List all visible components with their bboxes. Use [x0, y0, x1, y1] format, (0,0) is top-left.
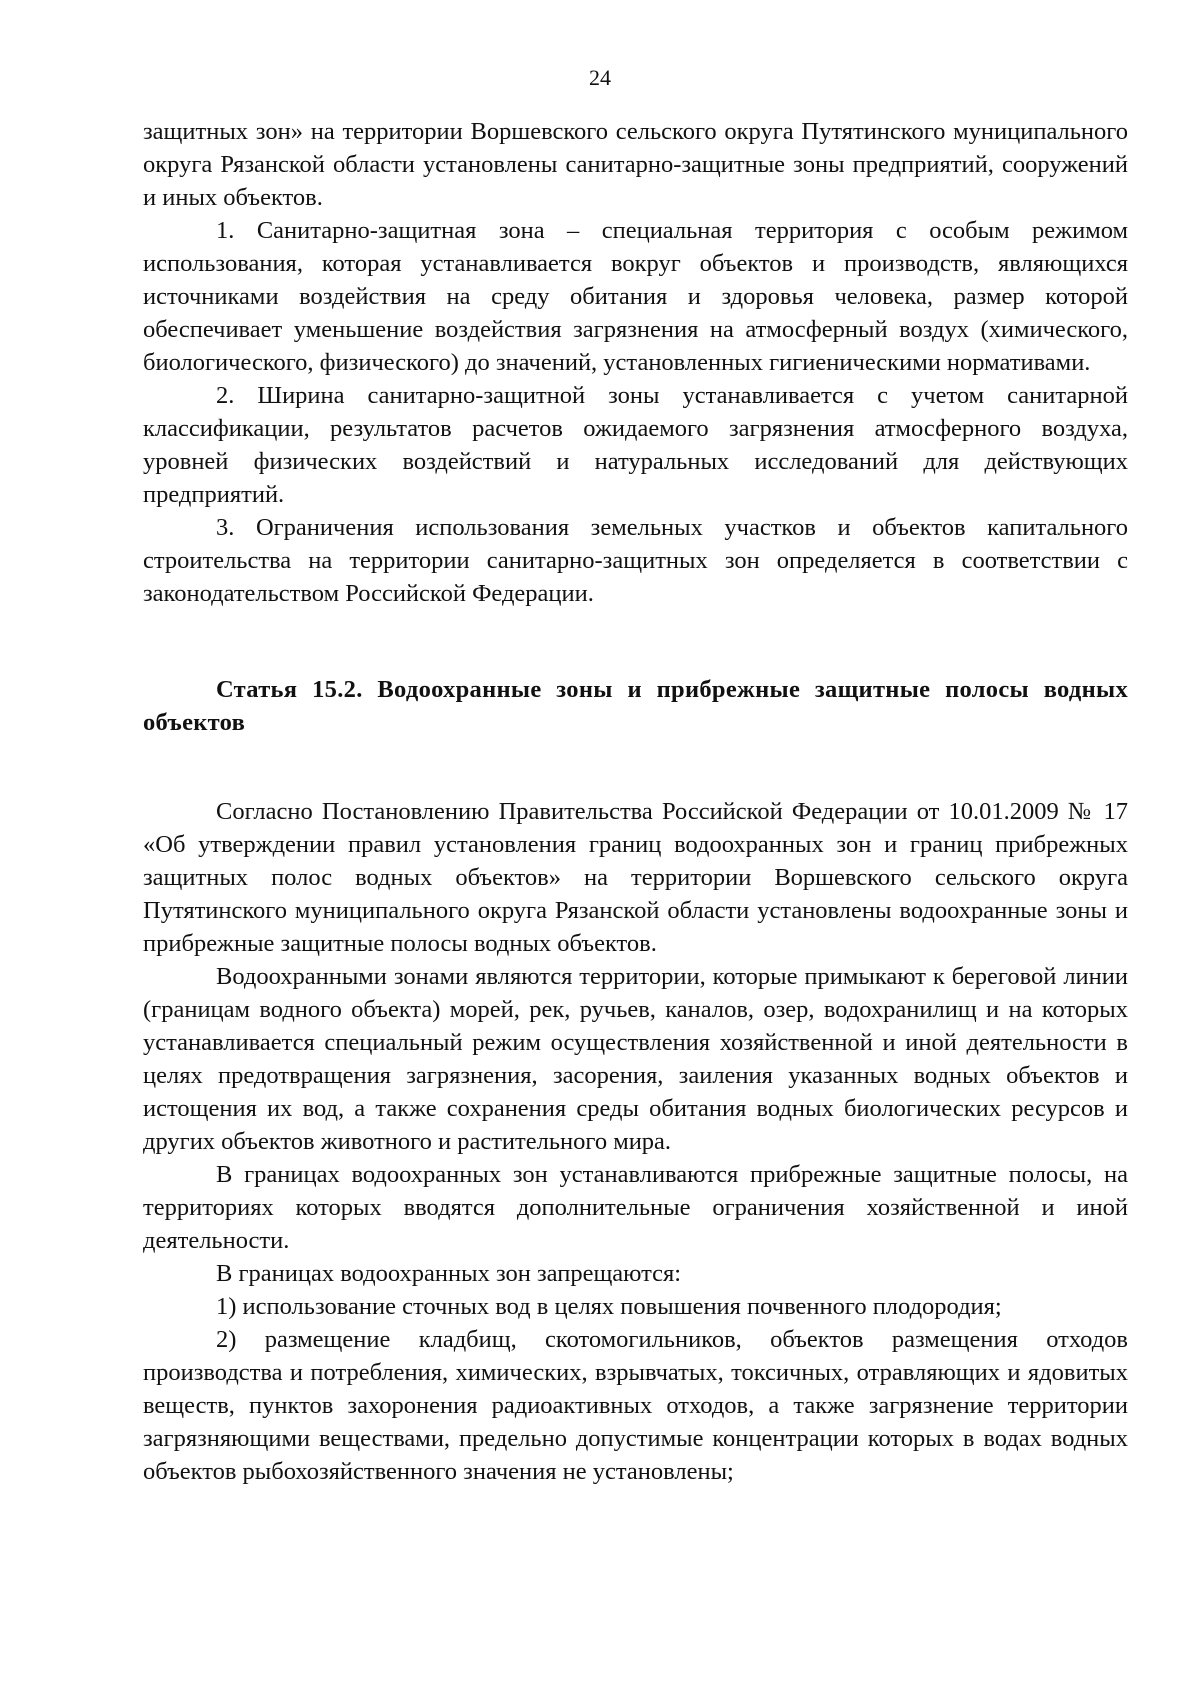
paragraph-item-3: 3. Ограничения использования земельных участков и объектов капитального строительства на территории санитарно-защитных зон определяется в соответствии с законодательством Российской Федерации.: [143, 514, 1128, 607]
paragraph-continuation: защитных зон» на территории Воршевского сельского округа Путятинского муниципального округа Рязанской области установлены санитарно-защитные зоны предприятий, сооружений и иных объектов.: [143, 118, 1128, 211]
paragraph-definition: Водоохранными зонами являются территории, которые примыкают к береговой линии (границам водного объекта) морей, рек, ручьев, каналов, озер, водохранилищ и на которых устанавливается специальный режим осуществления хозяйственной и иной деятельности в целях предотвращения загрязнения, засорения, заиления указанных водных объектов и истощения их вод, а также сохранения среды обитания водных биологических ресурсов и других объектов животного и растительного мира.: [143, 963, 1128, 1155]
paragraph-prohibitions-intro: В границах водоохранных зон запрещаются:: [216, 1260, 682, 1287]
list-item-2: 2) размещение кладбищ, скотомогильников, объектов размещения отходов производства и потребления, химических, взрывчатых, токсичных, отравляющих и ядовитых веществ, пунктов захоронения радиоактивных отходов, а также загрязнение территории загрязняющими веществами, предельно допустимые концентрации которых в водах водных объектов рыбохозяйственного значения не установлены;: [143, 1326, 1128, 1485]
paragraph-item-2: 2. Ширина санитарно-защитной зоны устанавливается с учетом санитарной классификации, результатов расчетов ожидаемого загрязнения атмосферного воздуха, уровней физических воздействий и натуральных исследований для действующих предприятий.: [143, 382, 1128, 508]
document-body: [143, 115, 1128, 1488]
paragraph-resolution: Согласно Постановлению Правительства Российской Федерации от 10.01.2009 № 17 «Об утверждении правил установления границ водоохранных зон и границ прибрежных защитных полос водных объектов» на территории Воршевского сельского округа Путятинского муниципального округа Рязанской области установлены водоохранные зоны и прибрежные защитные полосы водных объектов.: [143, 798, 1128, 957]
page-number: 24: [589, 65, 611, 90]
section-spacer: [143, 610, 1128, 673]
article-heading: Статья 15.2. Водоохранные зоны и прибрежные защитные полосы водных объектов: [143, 676, 1128, 736]
list-item-1: 1) использование сточных вод в целях повышения почвенного плодородия;: [216, 1293, 1002, 1320]
paragraph-item-1: 1. Санитарно-защитная зона – специальная территория с особым режимом использования, которая устанавливается вокруг объектов и производств, являющихся источниками воздействия на среду обитания и здоровья человека, размер которой обеспечивает уменьшение воздействия загрязнения на атмосферный воздух (химического, биологического, физического) до значений, установленных гигиеническими нормативами.: [143, 217, 1128, 376]
paragraph-protective-strips: В границах водоохранных зон устанавливаются прибрежные защитные полосы, на территориях которых вводятся дополнительные ограничения хозяйственной и иной деятельности.: [143, 1161, 1128, 1254]
heading-spacer: [143, 739, 1128, 795]
